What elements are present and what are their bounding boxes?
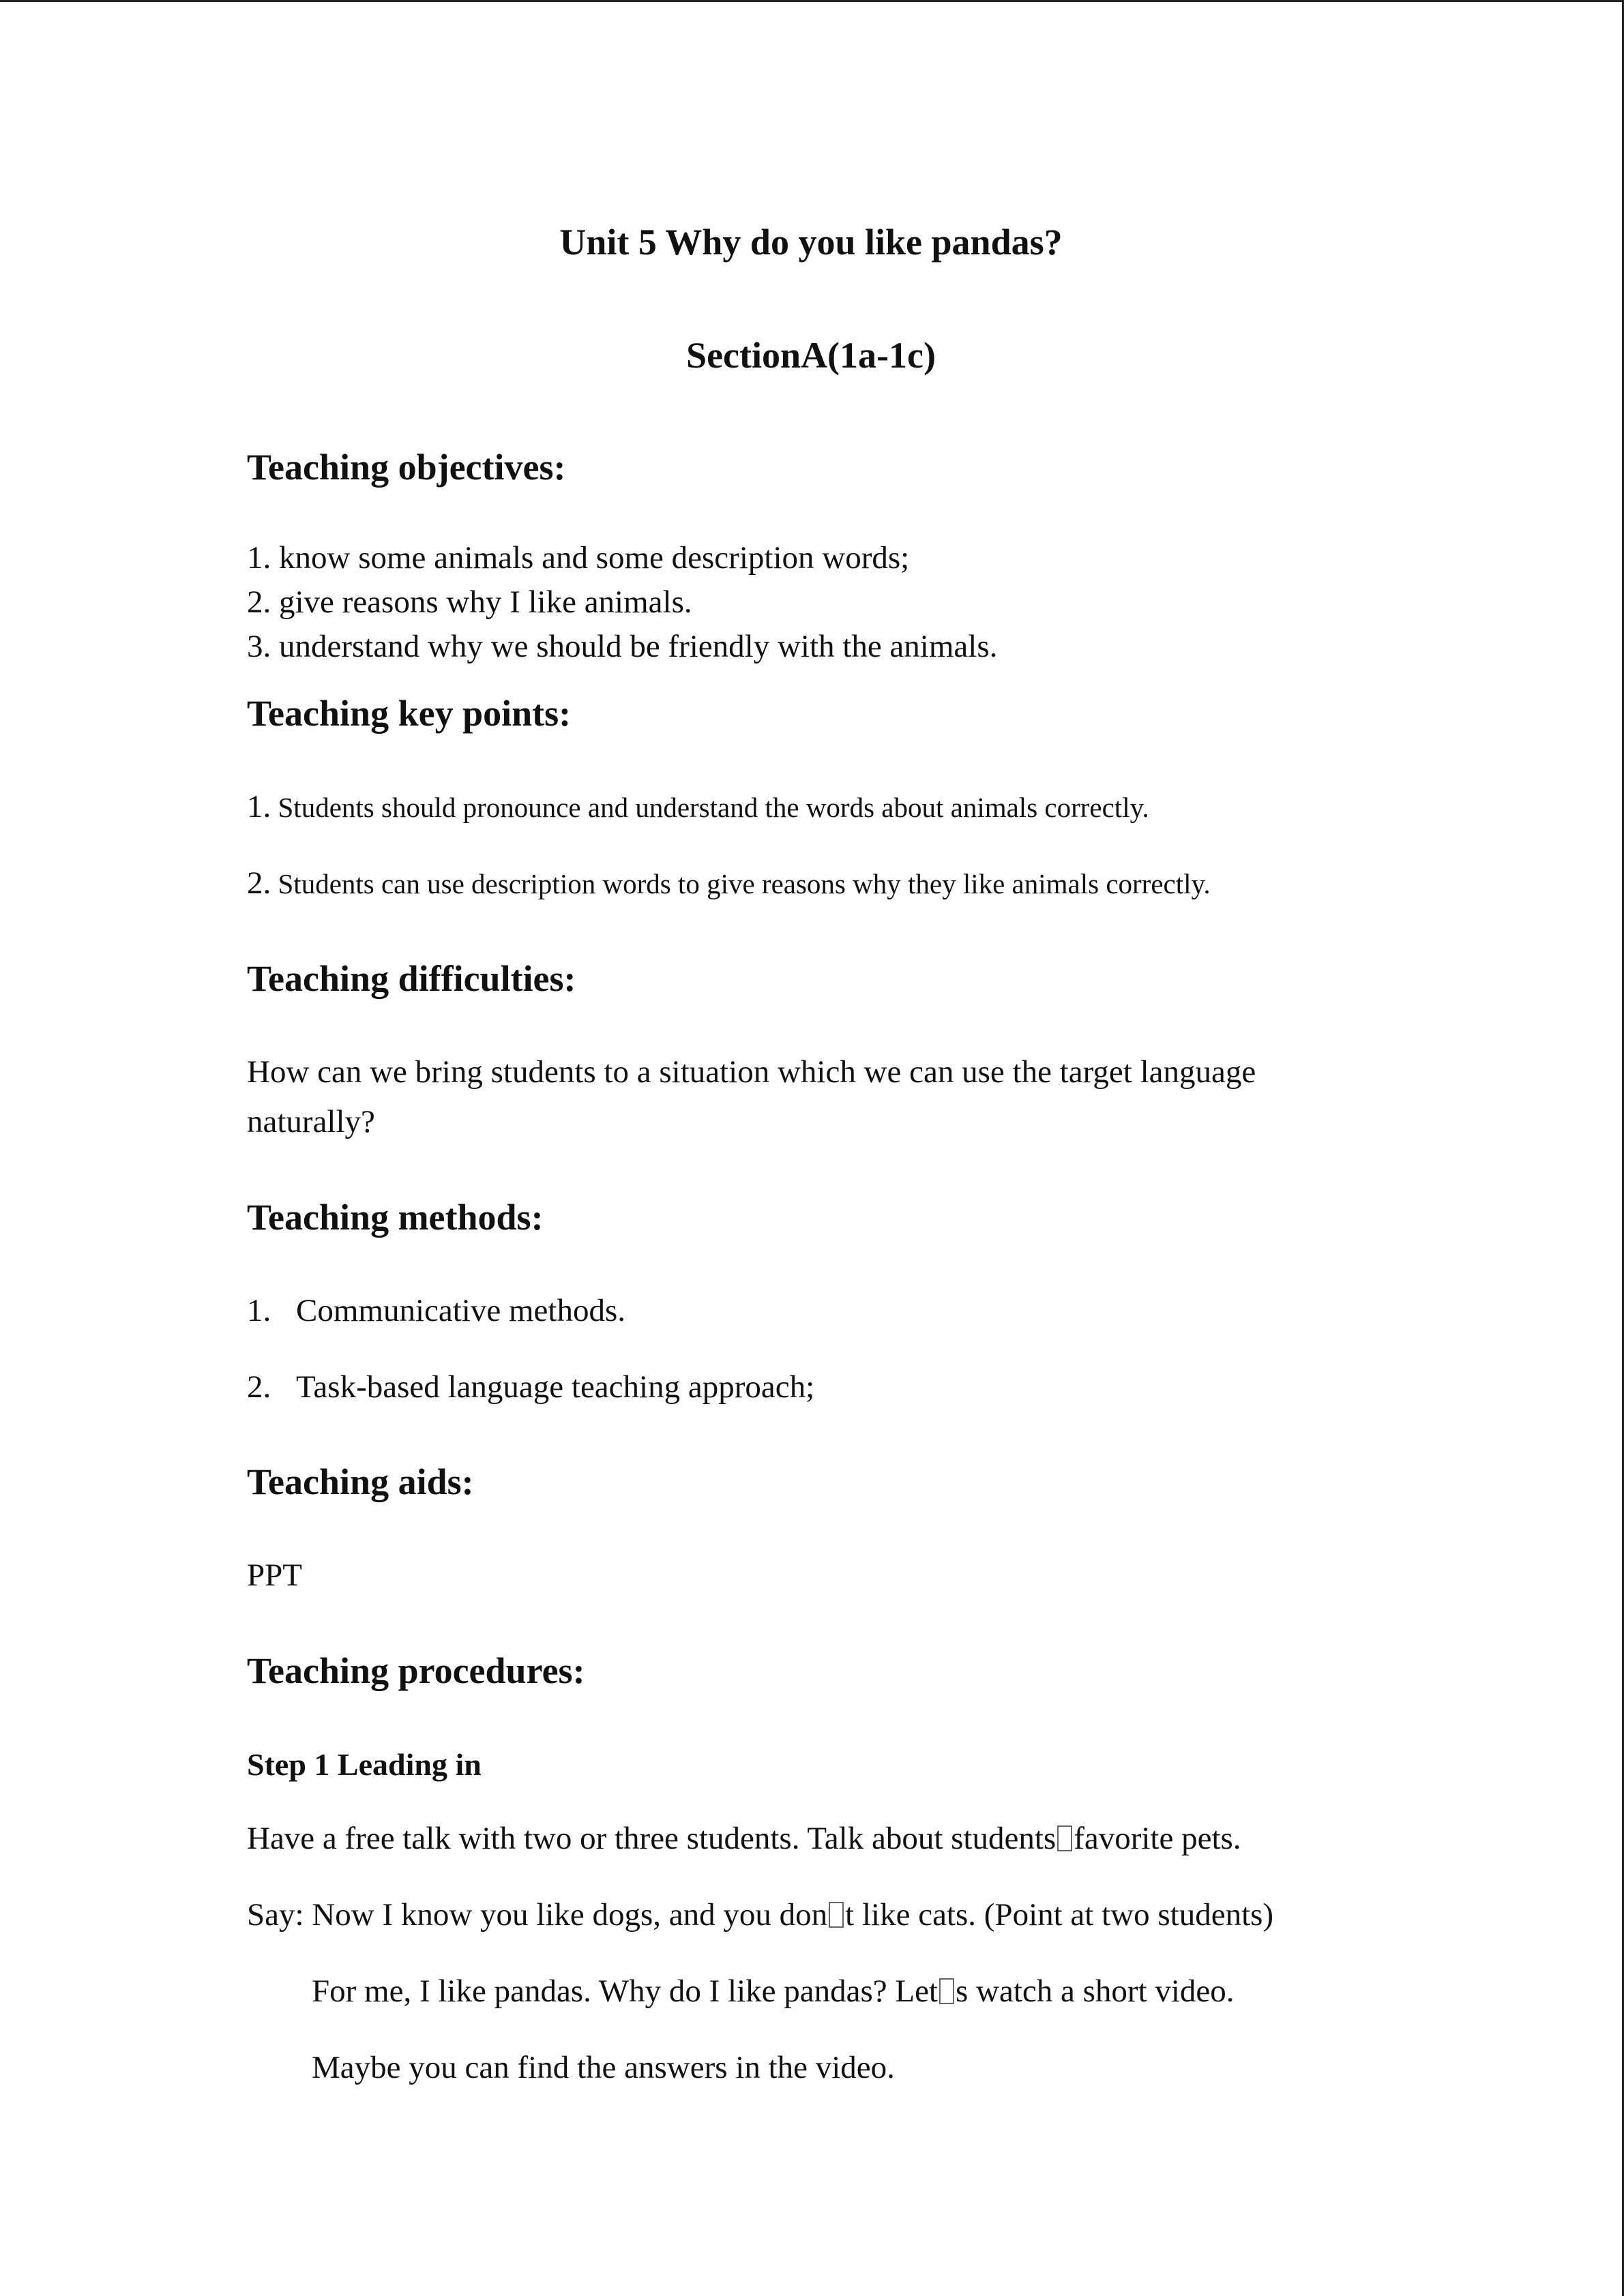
key-point-number: 1. (247, 789, 271, 824)
objectives-heading: Teaching objectives: (247, 447, 566, 488)
step-1-line-2-part-b: t like cats. (Point at two students) (845, 1897, 1274, 1933)
missing-glyph-box (1057, 1825, 1072, 1851)
key-point-number: 2. (247, 865, 271, 901)
step-1-line-1-part-b: favorite pets. (1074, 1821, 1241, 1856)
step-1-title: Step 1 Leading in (247, 1747, 482, 1782)
objective-item-3: 3. understand why we should be friendly with the animals. (247, 629, 998, 664)
aids-text: PPT (247, 1557, 302, 1593)
step-1-line-2-part-a: Say: Now I know you like dogs, and you don (247, 1897, 828, 1933)
aids-heading: Teaching aids: (247, 1461, 474, 1502)
step-1-line-3-part-b: s watch a short video. (956, 1973, 1235, 2009)
method-number: 1. (247, 1293, 271, 1328)
step-1-line-1-part-a: Have a free talk with two or three students. Talk about students (247, 1821, 1057, 1856)
step-1-line-1 (247, 1823, 1241, 1855)
step-1-line-2 (247, 1899, 1273, 1931)
procedures-heading: Teaching procedures: (247, 1650, 585, 1691)
key-point-item-1 (247, 791, 1149, 823)
key-point-text: Students should pronounce and understand the words about animals correctly. (271, 792, 1149, 823)
difficulties-line-1: How can we bring students to a situation which we can use the target language (247, 1054, 1256, 1090)
step-1-line-4: Maybe you can find the answers in the video. (312, 2050, 895, 2085)
key-point-item-2 (247, 867, 1211, 899)
objective-item-1: 1. know some animals and some description words; (247, 540, 910, 576)
key-points-heading: Teaching key points: (247, 693, 572, 734)
methods-heading: Teaching methods: (247, 1197, 544, 1238)
step-1-line-3 (312, 1973, 1235, 2009)
difficulties-line-2: naturally? (247, 1104, 375, 1139)
method-item-1 (247, 1295, 625, 1327)
section-subtitle: SectionA(1a-1c) (686, 335, 936, 376)
method-text: Task-based language teaching approach; (296, 1369, 815, 1405)
step-1-line-3-part-a: For me, I like pandas. Why do I like pandas? Let (312, 1973, 938, 2009)
method-text: Communicative methods. (296, 1293, 625, 1328)
document-title: Unit 5 Why do you like pandas? (559, 222, 1063, 263)
difficulties-heading: Teaching difficulties: (247, 958, 576, 999)
objective-item-2: 2. give reasons why I like animals. (247, 584, 692, 620)
missing-glyph-box (829, 1902, 844, 1928)
key-point-text: Students can use description words to give reasons why they like animals correctly. (271, 868, 1211, 899)
method-number: 2. (247, 1369, 271, 1405)
missing-glyph-box (939, 1978, 954, 2004)
method-item-2 (247, 1371, 814, 1403)
